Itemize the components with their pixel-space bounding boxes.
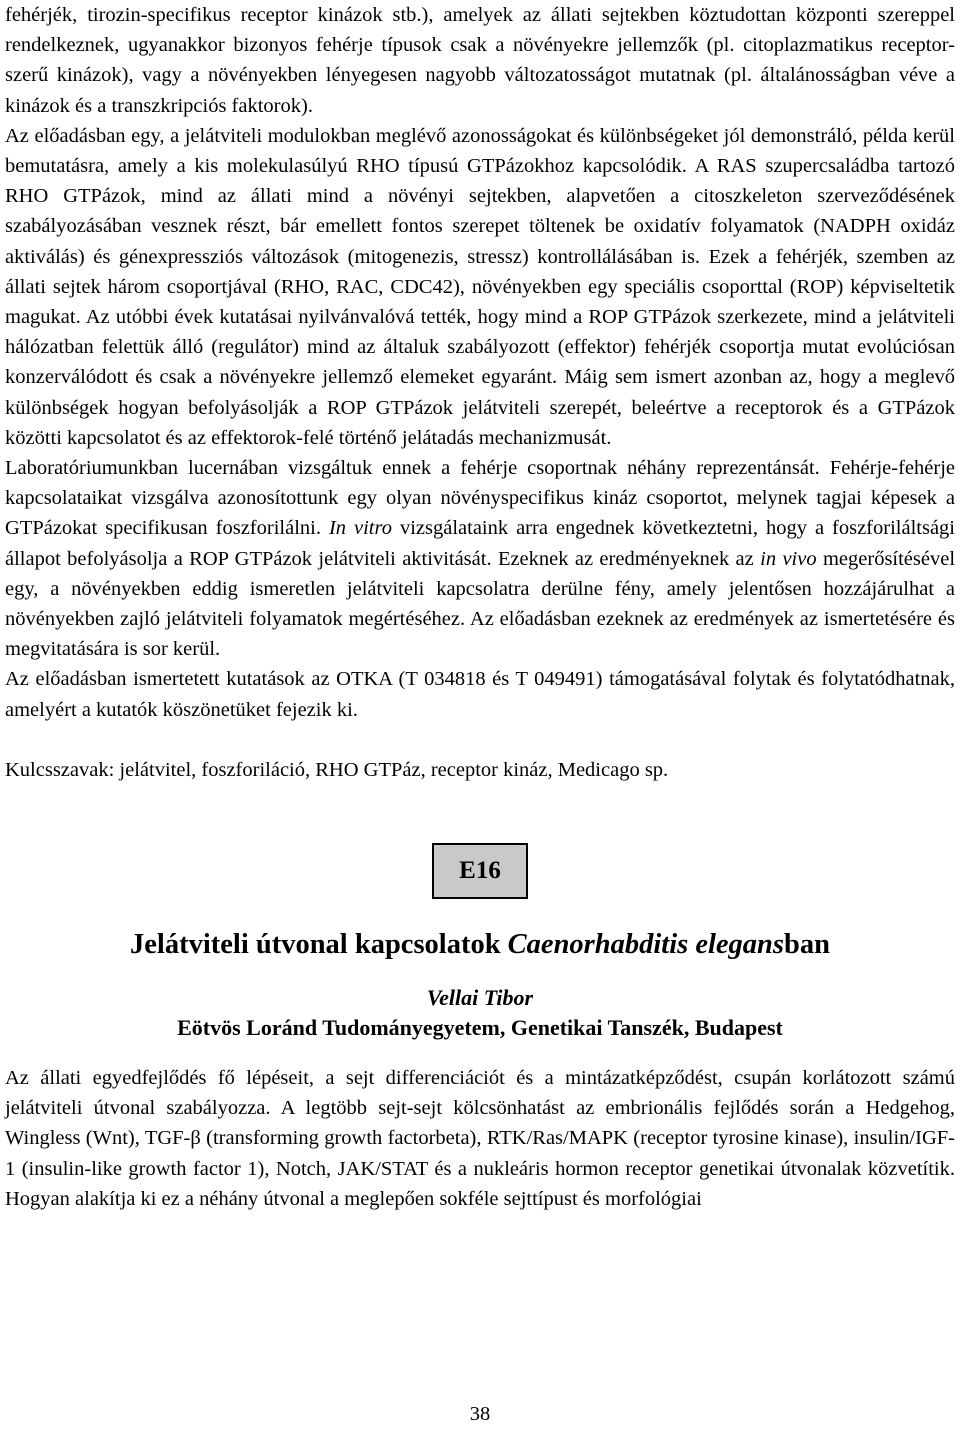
- lab-results-text-2: vizsgálataink arra engednek következtetni, hogy a foszforiláltsági állapot befolyásolja a ROP GTPázok jelátviteli aktivitását. Ezeknek az eredményeknek az: [5, 517, 955, 570]
- author-name: Vellai Tibor: [426, 985, 534, 1011]
- title-species: Caenorhabditis elegans: [507, 929, 785, 961]
- abstract-code-container: [5, 843, 955, 903]
- in-vitro-term: In vitro: [328, 517, 392, 540]
- document-page: [5, 0, 955, 1214]
- keywords-line: Kulcsszavak: jelátvitel, foszforiláció, RHO GTPáz, receptor kináz, Medicago sp.: [5, 758, 669, 781]
- abstract-title: [5, 927, 955, 963]
- lab-results-text-1: Laboratóriumunkban lucernában vizsgáltuk ennek a fehérje csoportnak néhány reprezentánsát. Fehérje-fehérje kapcsolataikat vizsgálva azonosítottunk egy olyan növényspecifikus kináz csoportot, melynek tagjai képesek a GTPázokat specifikusan foszforilálni.: [5, 457, 955, 540]
- page-number: 38: [469, 1403, 491, 1425]
- in-vivo-term: in vivo: [760, 547, 817, 570]
- paragraph-intro-continuation: fehérjék, tirozin-specifikus receptor kinázok stb.), amelyek az állati sejtekben köztudottan központi szereppel rendelkeznek, ugyanakkor bizonyos fehérje típusok csak a növényekre jellemzők (pl. citoplazmatikus receptor-szerű kinázok), vagy a növényekben lényegesen nagyobb változatosságot mutatnak (pl. általánosságban véve a kinázok és a transzkripciós faktorok).: [5, 4, 955, 117]
- title-suffix: ban: [784, 929, 830, 961]
- lab-results-text-3: megerősítésével egy, a növényekben eddig ismeretlen jelátviteli kapcsolatra derülne fény, amely jelentősen hozzájárulhat a növényekben zajló jelátviteli folyamatok megértéséhez. Az előadásban ezeknek az eredmények az ismertetésére és megvitatására is sor kerül.: [5, 547, 956, 661]
- paragraph-abstract-body: Az állati egyedfejlődés fő lépéseit, a sejt differenciációt és a mintázatképződést, csupán korlátozott számú jelátviteli útvonal szabályozza. A legtöbb sejt-sejt kölcsönhatást az embrionális fejlődés során a Hedgehog, Wingless (Wnt), TGF-β (transforming growth factorbeta), RTK/Ras/MAPK (receptor tyrosine kinase), insulin/IGF-1 (insulin-like growth factor 1), Notch, JAK/STAT és a nukleáris hormon receptor genetikai útvonalak közvetítik. Hogyan alakítja ki ez a néhány útvonal a meglepően sokféle sejttípust és morfológiai: [5, 1067, 955, 1210]
- paragraph-acknowledgement: Az előadásban ismertetett kutatások az OTKA (T 034818 és T 049491) támogatásával folytak és folytatódhatnak, amelyért a kutatók köszönetüket fejezik ki.: [5, 668, 955, 721]
- paragraph-lab-results: [5, 453, 955, 664]
- abstract-code-badge: E16: [432, 843, 528, 899]
- title-regular: Jelátviteli útvonal kapcsolatok: [130, 929, 508, 961]
- author-affiliation: Eötvös Loránd Tudományegyetem, Genetikai Tanszék, Budapest: [177, 1015, 783, 1041]
- spacer: [5, 725, 955, 755]
- paragraph-rho-gtpase: Az előadásban egy, a jelátviteli modulokban meglévő azonosságokat és különbségeket jól demonstráló, példa kerül bemutatásra, amely a kis molekulasúlyú RHO típusú GTPázokhoz kapcsolódik. A RAS szupercsaládba tartozó RHO GTPázok, mind az állati mind a növényi sejtekben, alapvetően a citoszkeleton szerveződésének szabályozásában vesznek részt, bár emellett fontos szerepet töltenek be oxidatív folyamatok (NADPH oxidáz aktiválás) és génexpressziós változások (mitogenezis, stressz) kontrollálásában is. Ezek a fehérjék, szemben az állati sejtek három csoportjával (RHO, RAC, CDC42), növényekben egy speciális csoporttal (ROP) képviseltetik magukat. Az utóbbi évek kutatásai nyilvánvalóvá tették, hogy mind a ROP GTPázok szerkezete, mind a jelátviteli hálózatban felettük álló (regulátor) mind az általuk szabályozott (effektor) fehérjék csoportja mutat evolúciósan konzerválódott és csak a növényekre jellemző elemeket egyaránt. Máig sem ismert azonban az, hogy a meglevő különbségek hogyan befolyásolják a ROP GTPázok jelátviteli szerepét, beleértve a receptorok és a GTPázok közötti kapcsolatot és az effektorok-felé történő jelátadás mechanizmusát.: [5, 124, 955, 449]
